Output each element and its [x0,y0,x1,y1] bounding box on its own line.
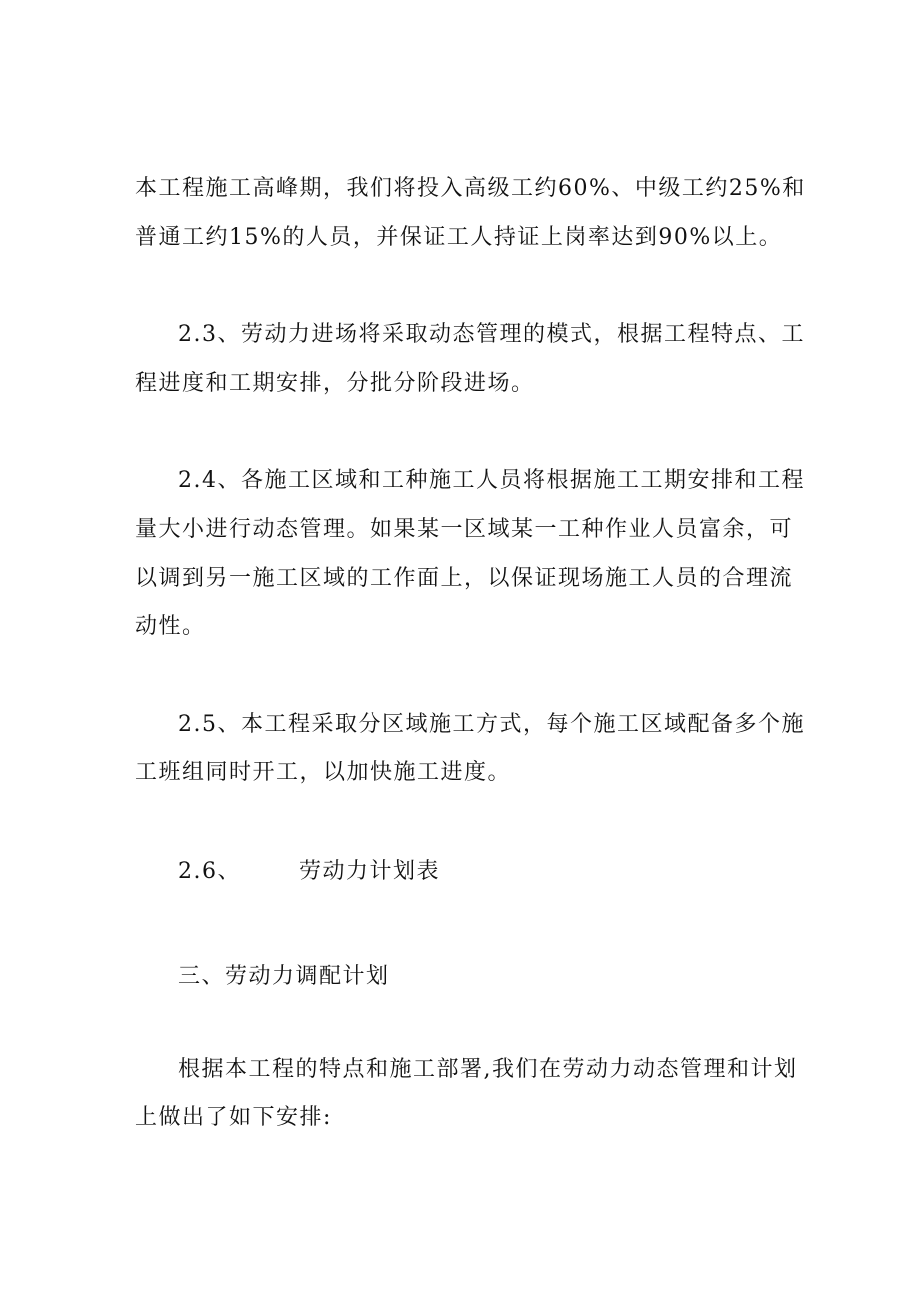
section-heading-3: 三、劳动力调配计划 [178,964,390,989]
text-line: 2.5、本工程采取分区域施工方式，每个施工区域配备多个施 [178,712,805,737]
text-line: 量大小进行动态管理。如果某一区域某一工种作业人员富余，可 [135,517,794,542]
heading-number: 2.6、 [178,859,241,884]
text-line: 程进度和工期安排，分批分阶段进场。 [135,371,535,396]
text-line: 本工程施工高峰期，我们将投入高级工约60%、中级工约25%和 [135,176,806,201]
text-line: 根据本工程的特点和施工部署,我们在劳动力动态管理和计划 [178,1057,798,1082]
heading-2-6 [178,857,440,887]
text-line: 上做出了如下安排: [135,1105,332,1130]
text-line: 2.4、各施工区域和工种施工人员将根据施工工期安排和工程 [178,468,805,493]
heading-title: 劳动力计划表 [299,859,441,884]
text-line: 普通工约15%的人员，并保证工人持证上岗率达到90%以上。 [135,225,783,250]
text-line: 2.3、劳动力进场将采取动态管理的模式，根据工程特点、工 [178,322,805,347]
text-line: 工班组同时开工，以加快施工进度。 [135,760,512,785]
text-line: 以调到另一施工区域的工作面上，以保证现场施工人员的合理流 [135,566,794,591]
text-line: 动性。 [135,614,206,639]
